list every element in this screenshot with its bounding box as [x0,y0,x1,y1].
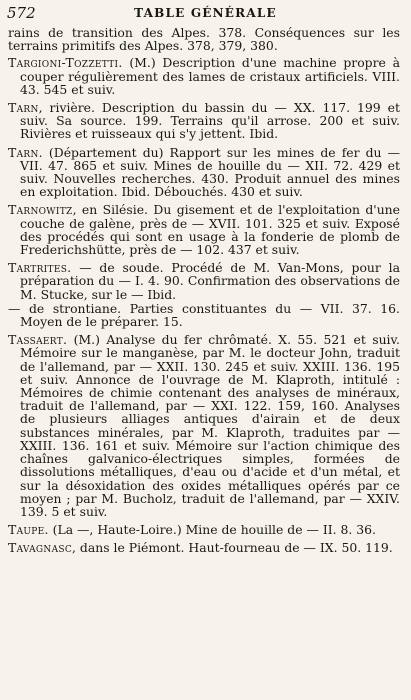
entry-head: Tassaert. [8,332,68,348]
index-entry [8,523,400,536]
entry-text: (M.) Description d'une machine propre à couper régulièrement des lames de cristaux artificiels. VIII. 43. 545 et suiv. [20,55,400,97]
entry-head: Tarn. [8,144,43,160]
index-entry [8,302,400,328]
entry-text: — de strontiane. Parties constituantes du — VII. 37. 16. Moyen de le préparer. 15. [8,300,400,330]
page-number: 572 [7,4,36,22]
entry-head: Tarn [8,100,39,116]
entry-text: (La —, Haute-Loire.) Mine de houille de — II. 8. 36. [48,522,376,538]
entry-text: , rivière. Description du bassin du — XX. 117. 199 et suiv. Sa source. 199. Terrains qu'il arrose. 200 et suiv. Rivières et ruisseaux qui s'y jettent. Ibid. [20,100,400,142]
index-entry [8,261,400,301]
entry-text: , dans le Piémont. Haut-fourneau de — IX. 50. 119. [72,540,393,556]
entry-head: Tarnowitz [8,202,73,218]
entry-text: , en Silésie. Du gisement et de l'exploitation d'une couche de galène, près de — XVII. 101. 325 et suiv. Exposé des procédés qui sont en usage à la fonderie de plomb de Frederichshütte, près de — 102. 437 et suiv. [20,202,400,258]
entry-head: Taupe. [8,522,49,538]
entry-text: (Département du) Rapport sur les mines de fer du — VII. 47. 865 et suiv. Mines de houille du — XII. 72. 429 et suiv. Nouvelles recherches. 430. Produit annuel des mines en exploitation. Ibid. Débouchés. 430 et suiv. [20,144,400,200]
entry-head: Tartrites. [8,260,72,276]
entry-head: Targioni-Tozzetti. [8,55,123,71]
index-entry [8,333,400,518]
entry-text: rains de transition des Alpes. 378. Conséquences sur les terrains primitifs des Alpes. 378, 379, 380. [8,25,400,54]
index-entry [8,56,400,96]
index-entry [8,203,400,256]
entry-text: (M.) Analyse du fer chrômaté. X. 55. 521 et suiv. Mémoire sur le manganèse, par M. le docteur John, traduit de l'allemand, par — XXII. 130. 245 et suiv. XXIII. 136. 195 et suiv. Annonce de l'ouvrage de M. Klaproth, intitulé : Mémoires de chimie contenant des analyses de minéraux, traduit de l'allemand, par — XXI. 122. 159, 160. Analyses de plusieurs alliages antiques d'airain et de deux substances minérales, par M. Klaproth, traduites par — XXIII. 136. 161 et suiv. Mémoire sur l'action chimique des chaînes galvanico-électriques simples, formées de dissolutions métalliques, d'eau ou d'acide et d'un métal, et sur la désoxidation des oxides métalliques opérés par ce moyen ; par M. Bucholz, traduit de l'allemand, par — XXIV. 139. 5 et suiv. [20,332,400,519]
index-entry [8,101,400,141]
index-body [8,26,400,560]
running-title: TABLE GÉNÉRALE [134,6,277,20]
entry-text: — de soude. Procédé de M. Van-Mons, pour la préparation du — I. 4. 90. Confirmation des observations de M. Stucke, sur le — Ibid. [20,260,400,302]
index-entry [8,541,400,554]
index-entry [8,26,400,52]
page-header [0,4,411,22]
entry-head: Tavagnasc [8,540,73,556]
index-entry [8,146,400,199]
